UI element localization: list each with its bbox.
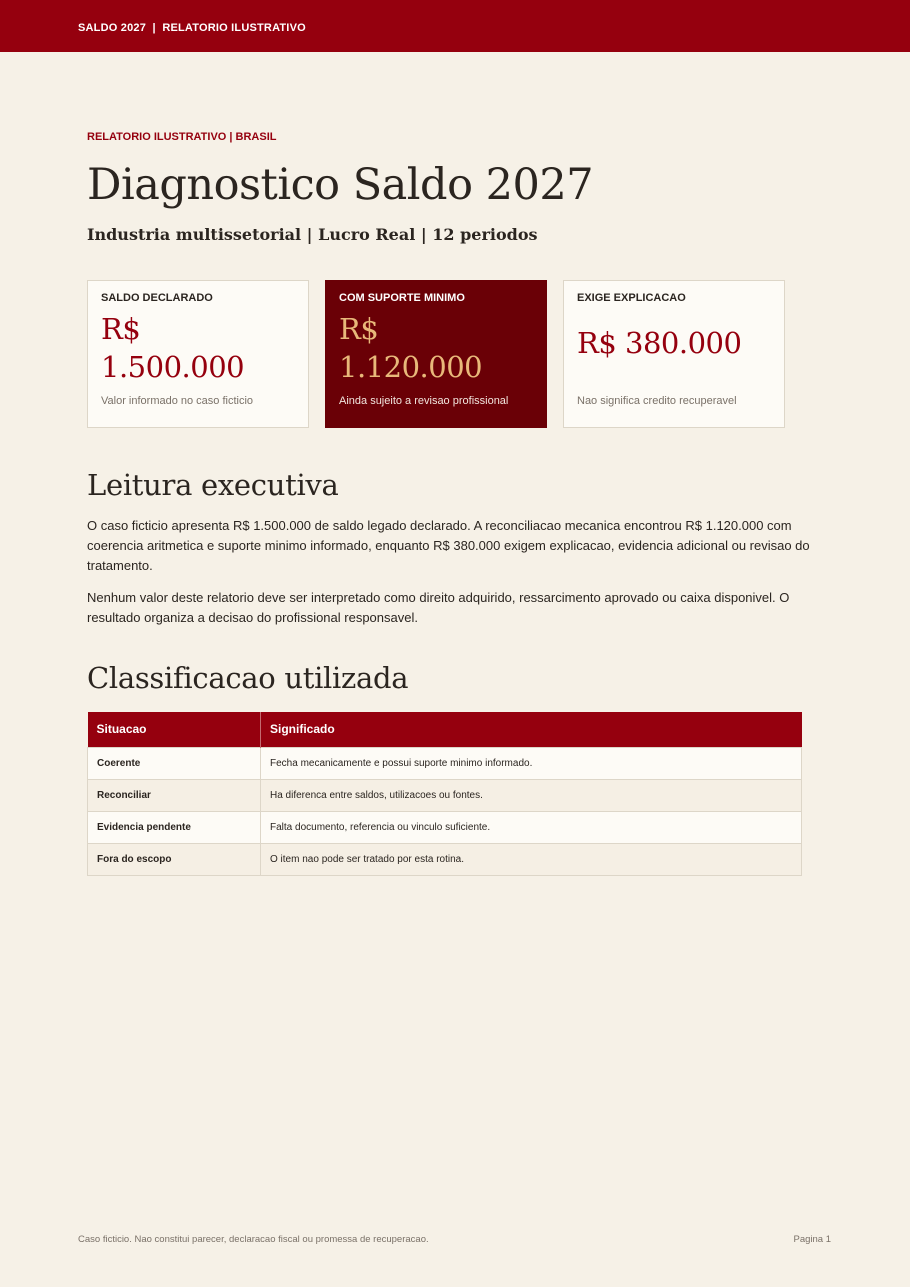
cell-situacao: Coerente: [88, 747, 261, 779]
cell-situacao: Reconciliar: [88, 779, 261, 811]
card-saldo-declarado: [87, 280, 309, 428]
card-value: [101, 310, 295, 386]
header-bar-title: SALDO 2027 | RELATORIO ILUSTRATIVO: [78, 22, 306, 34]
cell-significado: Falta documento, referencia ou vinculo suficiente.: [261, 811, 802, 843]
card-value: [339, 310, 533, 386]
section-heading-classification: Classificacao utilizada: [87, 661, 409, 695]
card-value-currency: R$: [101, 312, 141, 346]
cell-significado: Fecha mecanicamente e possui suporte minimo informado.: [261, 747, 802, 779]
report-title: Diagnostico Saldo 2027: [87, 160, 594, 210]
card-com-suporte-minimo: [325, 280, 547, 428]
footer-disclaimer: Caso ficticio. Nao constitui parecer, declaracao fiscal ou promessa de recuperacao.: [78, 1234, 429, 1245]
table-row: [88, 779, 802, 811]
executive-paragraph: O caso ficticio apresenta R$ 1.500.000 de saldo legado declarado. A reconciliacao mecanica encontrou R$ 1.120.000 com coerencia aritmetica e suporte minimo informado, enquanto R$ 380.000 exigem explicacao, evidencia adicional ou revisao do tratamento.: [87, 518, 810, 573]
table-row: [88, 747, 802, 779]
table-header-row: [88, 712, 802, 747]
card-note: Ainda sujeito a revisao profissional: [339, 395, 509, 407]
card-label: EXIGE EXPLICACAO: [577, 292, 686, 304]
table-row: [88, 843, 802, 875]
report-subtitle: Industria multissetorial | Lucro Real | 12 periodos: [87, 225, 538, 244]
classification-table: [87, 712, 802, 876]
cell-significado: O item nao pode ser tratado por esta rotina.: [261, 843, 802, 875]
card-value-currency: R$: [339, 312, 379, 346]
card-label: SALDO DECLARADO: [101, 292, 213, 304]
table-row: [88, 811, 802, 843]
cell-situacao: Evidencia pendente: [88, 811, 261, 843]
card-label: COM SUPORTE MINIMO: [339, 292, 465, 304]
cell-situacao: Fora do escopo: [88, 843, 261, 875]
card-note: Valor informado no caso ficticio: [101, 395, 254, 407]
card-value-amount: 1.500.000: [101, 350, 245, 384]
report-eyebrow: RELATORIO ILUSTRATIVO | BRASIL: [87, 131, 277, 143]
cell-significado: Ha diferenca entre saldos, utilizacoes ou fontes.: [261, 779, 802, 811]
column-header-situacao: Situacao: [88, 712, 261, 747]
card-exige-explicacao: [563, 280, 785, 428]
card-note: Nao significa credito recuperavel: [577, 395, 737, 407]
column-header-significado: Significado: [261, 712, 802, 747]
summary-cards: [87, 280, 803, 428]
top-header-bar: [0, 0, 910, 52]
section-heading-executive: Leitura executiva: [87, 468, 339, 502]
executive-paragraph: Nenhum valor deste relatorio deve ser interpretado como direito adquirido, ressarcimento aprovado ou caixa disponivel. O resultado organiza a decisao do profissional responsavel.: [87, 590, 790, 625]
card-value: R$ 380.000: [577, 326, 742, 360]
card-value-amount: 1.120.000: [339, 350, 483, 384]
page-number: Pagina 1: [793, 1234, 831, 1245]
